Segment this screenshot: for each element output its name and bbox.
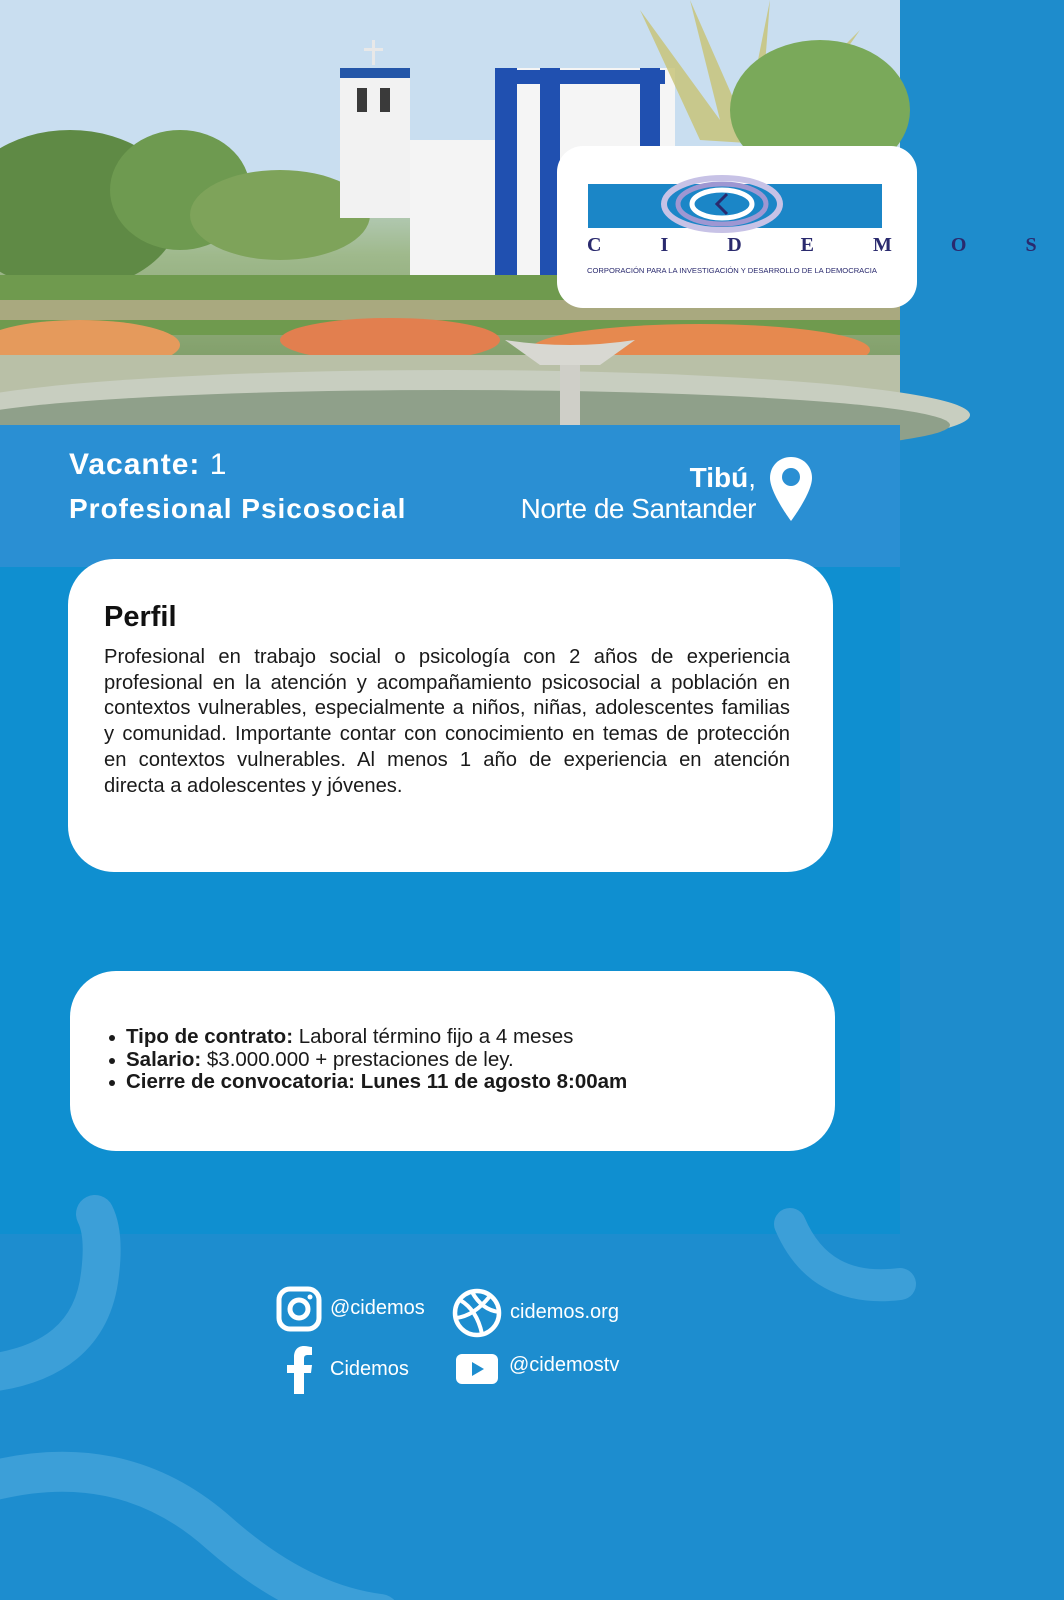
footer-decoration xyxy=(0,1234,900,1600)
footer xyxy=(0,1234,900,1600)
instagram-handle[interactable]: @cidemos xyxy=(330,1297,425,1319)
perfil-card xyxy=(68,559,833,872)
instagram-icon[interactable] xyxy=(276,1286,322,1332)
detail-value: Laboral término fijo a 4 meses xyxy=(293,1025,574,1048)
cidemos-logo-card xyxy=(557,146,1064,308)
contract-details-card xyxy=(70,971,835,1151)
city-name: Tibú xyxy=(689,462,749,493)
youtube-handle[interactable]: @cidemostv xyxy=(509,1354,620,1376)
detail-label: Tipo de contrato: xyxy=(126,1025,294,1048)
map-pin-icon xyxy=(768,455,814,523)
details-list xyxy=(126,1026,627,1094)
vacancy-line xyxy=(69,448,227,482)
facebook-handle[interactable]: Cidemos xyxy=(330,1358,409,1380)
list-item xyxy=(126,1049,627,1072)
vacancy-label: Vacante: xyxy=(69,448,201,481)
youtube-icon[interactable] xyxy=(456,1354,498,1384)
detail-value: $3.000.000 + prestaciones de ley. xyxy=(201,1047,514,1071)
brand-wordmark: C I D E M O S xyxy=(587,234,1064,256)
list-item xyxy=(126,1071,627,1094)
location-city xyxy=(690,462,756,494)
city-suffix: , xyxy=(748,462,756,493)
location-region: Norte de Santander xyxy=(520,493,756,524)
role-title: Profesional Psicosocial xyxy=(69,493,407,524)
brand-tagline: CORPORACIÓN PARA LA INVESTIGACIÓN Y DESARROLLO DE LA DEMOCRACIA xyxy=(587,266,877,275)
perfil-heading: Perfil xyxy=(104,601,177,633)
detail-label: Salario: xyxy=(126,1047,202,1071)
globe-icon[interactable] xyxy=(452,1288,502,1338)
detail-label: Cierre de convocatoria: Lunes 11 de agosto 8:00am xyxy=(126,1070,628,1093)
facebook-icon[interactable] xyxy=(285,1346,315,1394)
website-link[interactable]: cidemos.org xyxy=(510,1301,619,1323)
perfil-description: Profesional en trabajo social o psicología con 2 años de experiencia profesional en la atención y acompañamiento psicosocial a población en contextos vulnerables, especialmente a niños, niñas, adolescentes familias y comunidad. Importante contar con conocimiento en temas de protección en contextos vulnerables. Al menos 1 año de experiencia en atención directa a adolescentes y jóvenes. xyxy=(104,646,790,797)
list-item xyxy=(126,1026,627,1049)
vacancy-count: 1 xyxy=(209,448,228,481)
cidemos-emblem-icon xyxy=(657,174,787,234)
